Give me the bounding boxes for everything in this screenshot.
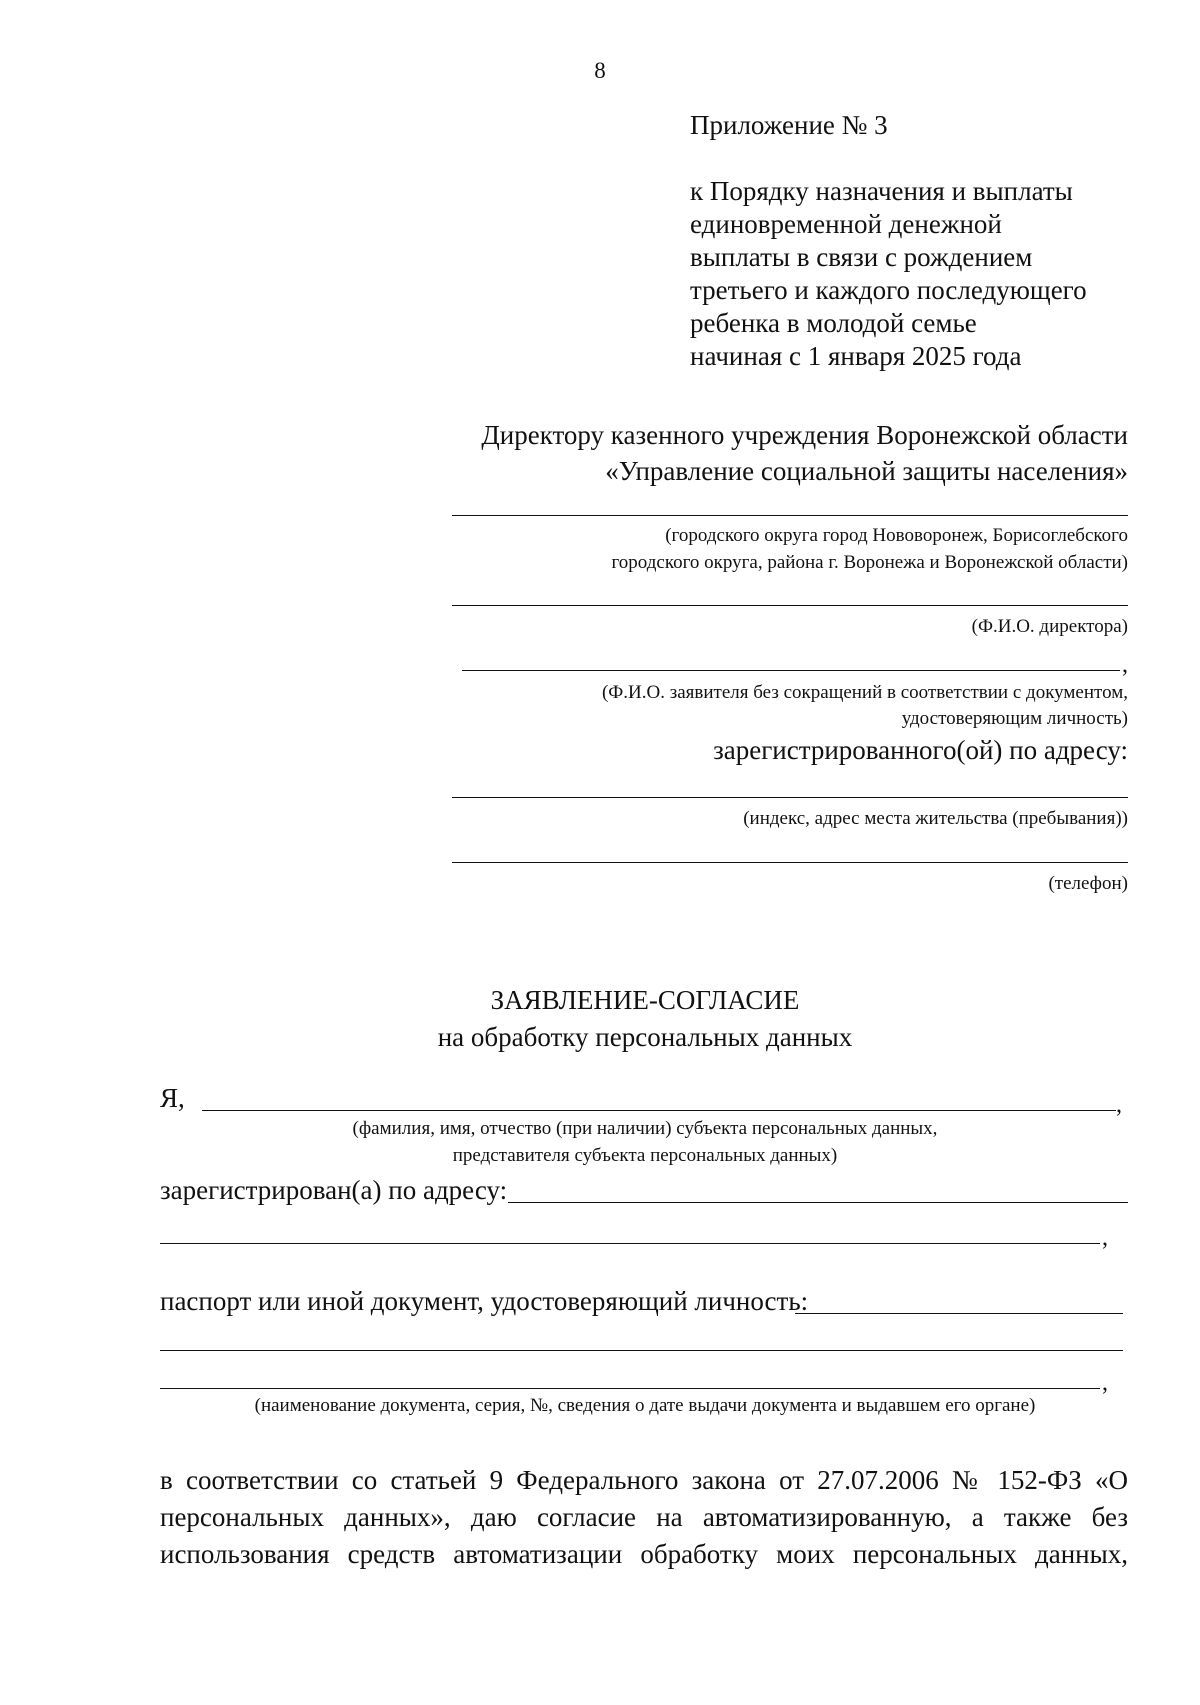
institution-caption-1: (городского округа город Нововоронеж, Борисоглебского bbox=[665, 525, 1128, 546]
passport-field-3[interactable] bbox=[160, 1388, 1100, 1389]
applicant-name-field[interactable] bbox=[462, 670, 1120, 671]
appendix-line: выплаты в связи с рождением bbox=[690, 242, 1033, 272]
consent-paragraph bbox=[160, 1462, 1128, 1573]
subject-name-field[interactable] bbox=[202, 1110, 1116, 1111]
appendix-line: начиная с 1 января 2025 года bbox=[690, 341, 1022, 371]
registered-address-field-2[interactable] bbox=[160, 1243, 1100, 1244]
comma: , bbox=[1102, 1370, 1108, 1396]
appendix-line: ребенка в молодой семье bbox=[690, 308, 977, 338]
ya-label: Я, bbox=[160, 1083, 185, 1113]
statement-subtitle: на обработку персональных данных bbox=[437, 1022, 853, 1052]
applicant-caption-1: (Ф.И.О. заявителя без сокращений в соответствии с документом, bbox=[601, 682, 1128, 703]
director-name-field[interactable] bbox=[452, 605, 1128, 606]
comma: , bbox=[1116, 1092, 1122, 1118]
applicant-caption-2: удостоверяющим личность) bbox=[901, 708, 1128, 729]
institution-field[interactable] bbox=[452, 515, 1128, 516]
registered-label: зарегистрированного(ой) по адресу: bbox=[713, 735, 1128, 765]
director-caption: (Ф.И.О. директора) bbox=[971, 616, 1128, 637]
document-caption: (наименование документа, серия, №, сведения о дате выдачи документа и выдавшем его органе) bbox=[254, 1395, 1036, 1416]
passport-field-2[interactable] bbox=[160, 1350, 1123, 1351]
appendix-line: единовременной денежной bbox=[690, 209, 1002, 239]
registered-address-label: зарегистрирован(а) по адресу: bbox=[160, 1175, 508, 1205]
phone-field[interactable] bbox=[452, 862, 1128, 863]
appendix-reference bbox=[690, 175, 1170, 373]
address-field[interactable] bbox=[452, 797, 1128, 798]
paragraph-line: в соответствии со статьей 9 Федерального закона от 27.07.2006 № 152-ФЗ «О bbox=[160, 1465, 1128, 1495]
comma: , bbox=[1102, 1225, 1108, 1251]
addressee-line-1: Директору казенного учреждения Воронежской области bbox=[481, 420, 1128, 450]
appendix-line: третьего и каждого последующего bbox=[690, 275, 1087, 305]
subject-caption-2: представителя субъекта персональных данных) bbox=[452, 1145, 838, 1166]
passport-label: паспорт или иной документ, удостоверяющий личность: bbox=[160, 1286, 809, 1316]
paragraph-line: персональных данных», даю согласие на автоматизированную, а также без bbox=[160, 1502, 1128, 1532]
address-caption: (индекс, адрес места жительства (пребывания)) bbox=[743, 808, 1128, 829]
paragraph-line: использования средств автоматизации обработку моих персональных данных, bbox=[160, 1539, 1128, 1569]
subject-caption-1: (фамилия, имя, отчество (при наличии) субъекта персональных данных, bbox=[352, 1118, 938, 1139]
institution-caption-2: городского округа, района г. Воронежа и Воронежской области) bbox=[611, 552, 1128, 573]
comma: , bbox=[1122, 652, 1128, 678]
registered-address-field[interactable] bbox=[508, 1202, 1128, 1203]
appendix-line: к Порядку назначения и выплаты bbox=[690, 176, 1073, 206]
phone-caption: (телефон) bbox=[1048, 873, 1128, 894]
addressee-line-2: «Управление социальной защиты населения» bbox=[605, 456, 1128, 486]
appendix-title: Приложение № 3 bbox=[690, 110, 888, 140]
page-number: 8 bbox=[594, 58, 606, 83]
statement-title: ЗАЯВЛЕНИЕ-СОГЛАСИЕ bbox=[490, 985, 800, 1015]
passport-field[interactable] bbox=[795, 1313, 1123, 1314]
